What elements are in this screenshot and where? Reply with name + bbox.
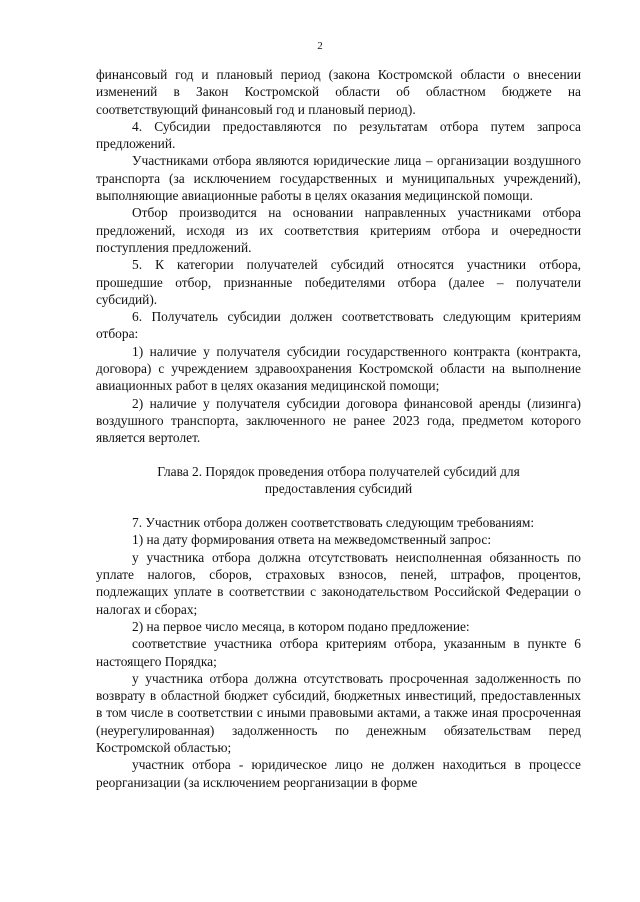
paragraph-criterion-1: 1) наличие у получателя субсидии государственного контракта (контракта, договора) с учреждением здравоохранения Костромской области на выполнение авиационных работ в целях оказания медицинской помощи; bbox=[96, 343, 581, 394]
paragraph-requirement-date: 1) на дату формирования ответа на межведомственный запрос: bbox=[132, 532, 492, 548]
document-body bbox=[96, 66, 581, 791]
paragraph-criteria-compliance: соответствие участника отбора критериям отбора, указанным в пункте 6 настоящего Порядка; bbox=[96, 636, 581, 669]
paragraph-overdue-debt: у участника отбора должна отсутствовать просроченная задолженность по возврату в областной бюджет субсидий, бюджетных инвестиций, предоставленных в том числе в соответствии с иными правовыми актами, а также иная просроченная (неурегулированная) задолженность по денежным обязательствам перед Костромской областью; bbox=[96, 670, 581, 755]
paragraph-selection-basis: Отбор производится на основании направленных участниками отбора предложений, исходя из их соответствия критериям отбора и очередности поступления предложений. bbox=[96, 205, 581, 255]
paragraph-participants: Участниками отбора являются юридические лица – организации воздушного транспорта (за исключением государственных и муниципальных учреждений), выполняющие авиационные работы в целях оказания медицинской помощи. bbox=[96, 153, 581, 204]
page-number: 2 bbox=[317, 40, 323, 52]
chapter-heading-line-2: предоставления субсидий bbox=[264, 480, 413, 496]
paragraph-item-7: 7. Участник отбора должен соответствовать следующим требованиям: bbox=[132, 515, 535, 531]
chapter-heading-line-1: Глава 2. Порядок проведения отбора получателей субсидий для bbox=[157, 463, 520, 479]
paragraph-item-4: 4. Субсидии предоставляются по результатам отбора путем запроса предложений. bbox=[96, 118, 581, 152]
paragraph-item-5: 5. К категории получателей субсидий относятся участники отбора, прошедшие отбор, признанные победителями отбора (далее – получатели субсидий). bbox=[96, 257, 581, 307]
paragraph-item-6: 6. Получатель субсидии должен соответствовать следующим критериям отбора: bbox=[96, 309, 581, 342]
paragraph-reorganization: участник отбора - юридическое лицо не должен находиться в процессе реорганизации (за исключением реорганизации в форме bbox=[96, 757, 581, 790]
paragraph-tax-obligation: у участника отбора должна отсутствовать неисполненная обязанность по уплате налогов, сборов, страховых взносов, пеней, штрафов, процентов, подлежащих уплате в соответствии с законодательством Российской Федерации о налогах и сборах; bbox=[96, 549, 581, 617]
chapter-heading bbox=[96, 463, 581, 498]
paragraph-continuation: финансовый год и плановый период (закона Костромской области о внесении изменений в Закон Костромской области об областном бюджете на соответствующий финансовый год и плановый период). bbox=[96, 67, 581, 117]
paragraph-criterion-2: 2) наличие у получателя субсидии договора финансовой аренды (лизинга) воздушного транспорта, заключенного не ранее 2023 года, предметом которого является вертолет. bbox=[96, 395, 581, 446]
paragraph-requirement-month: 2) на первое число месяца, в котором подано предложение: bbox=[132, 618, 470, 634]
